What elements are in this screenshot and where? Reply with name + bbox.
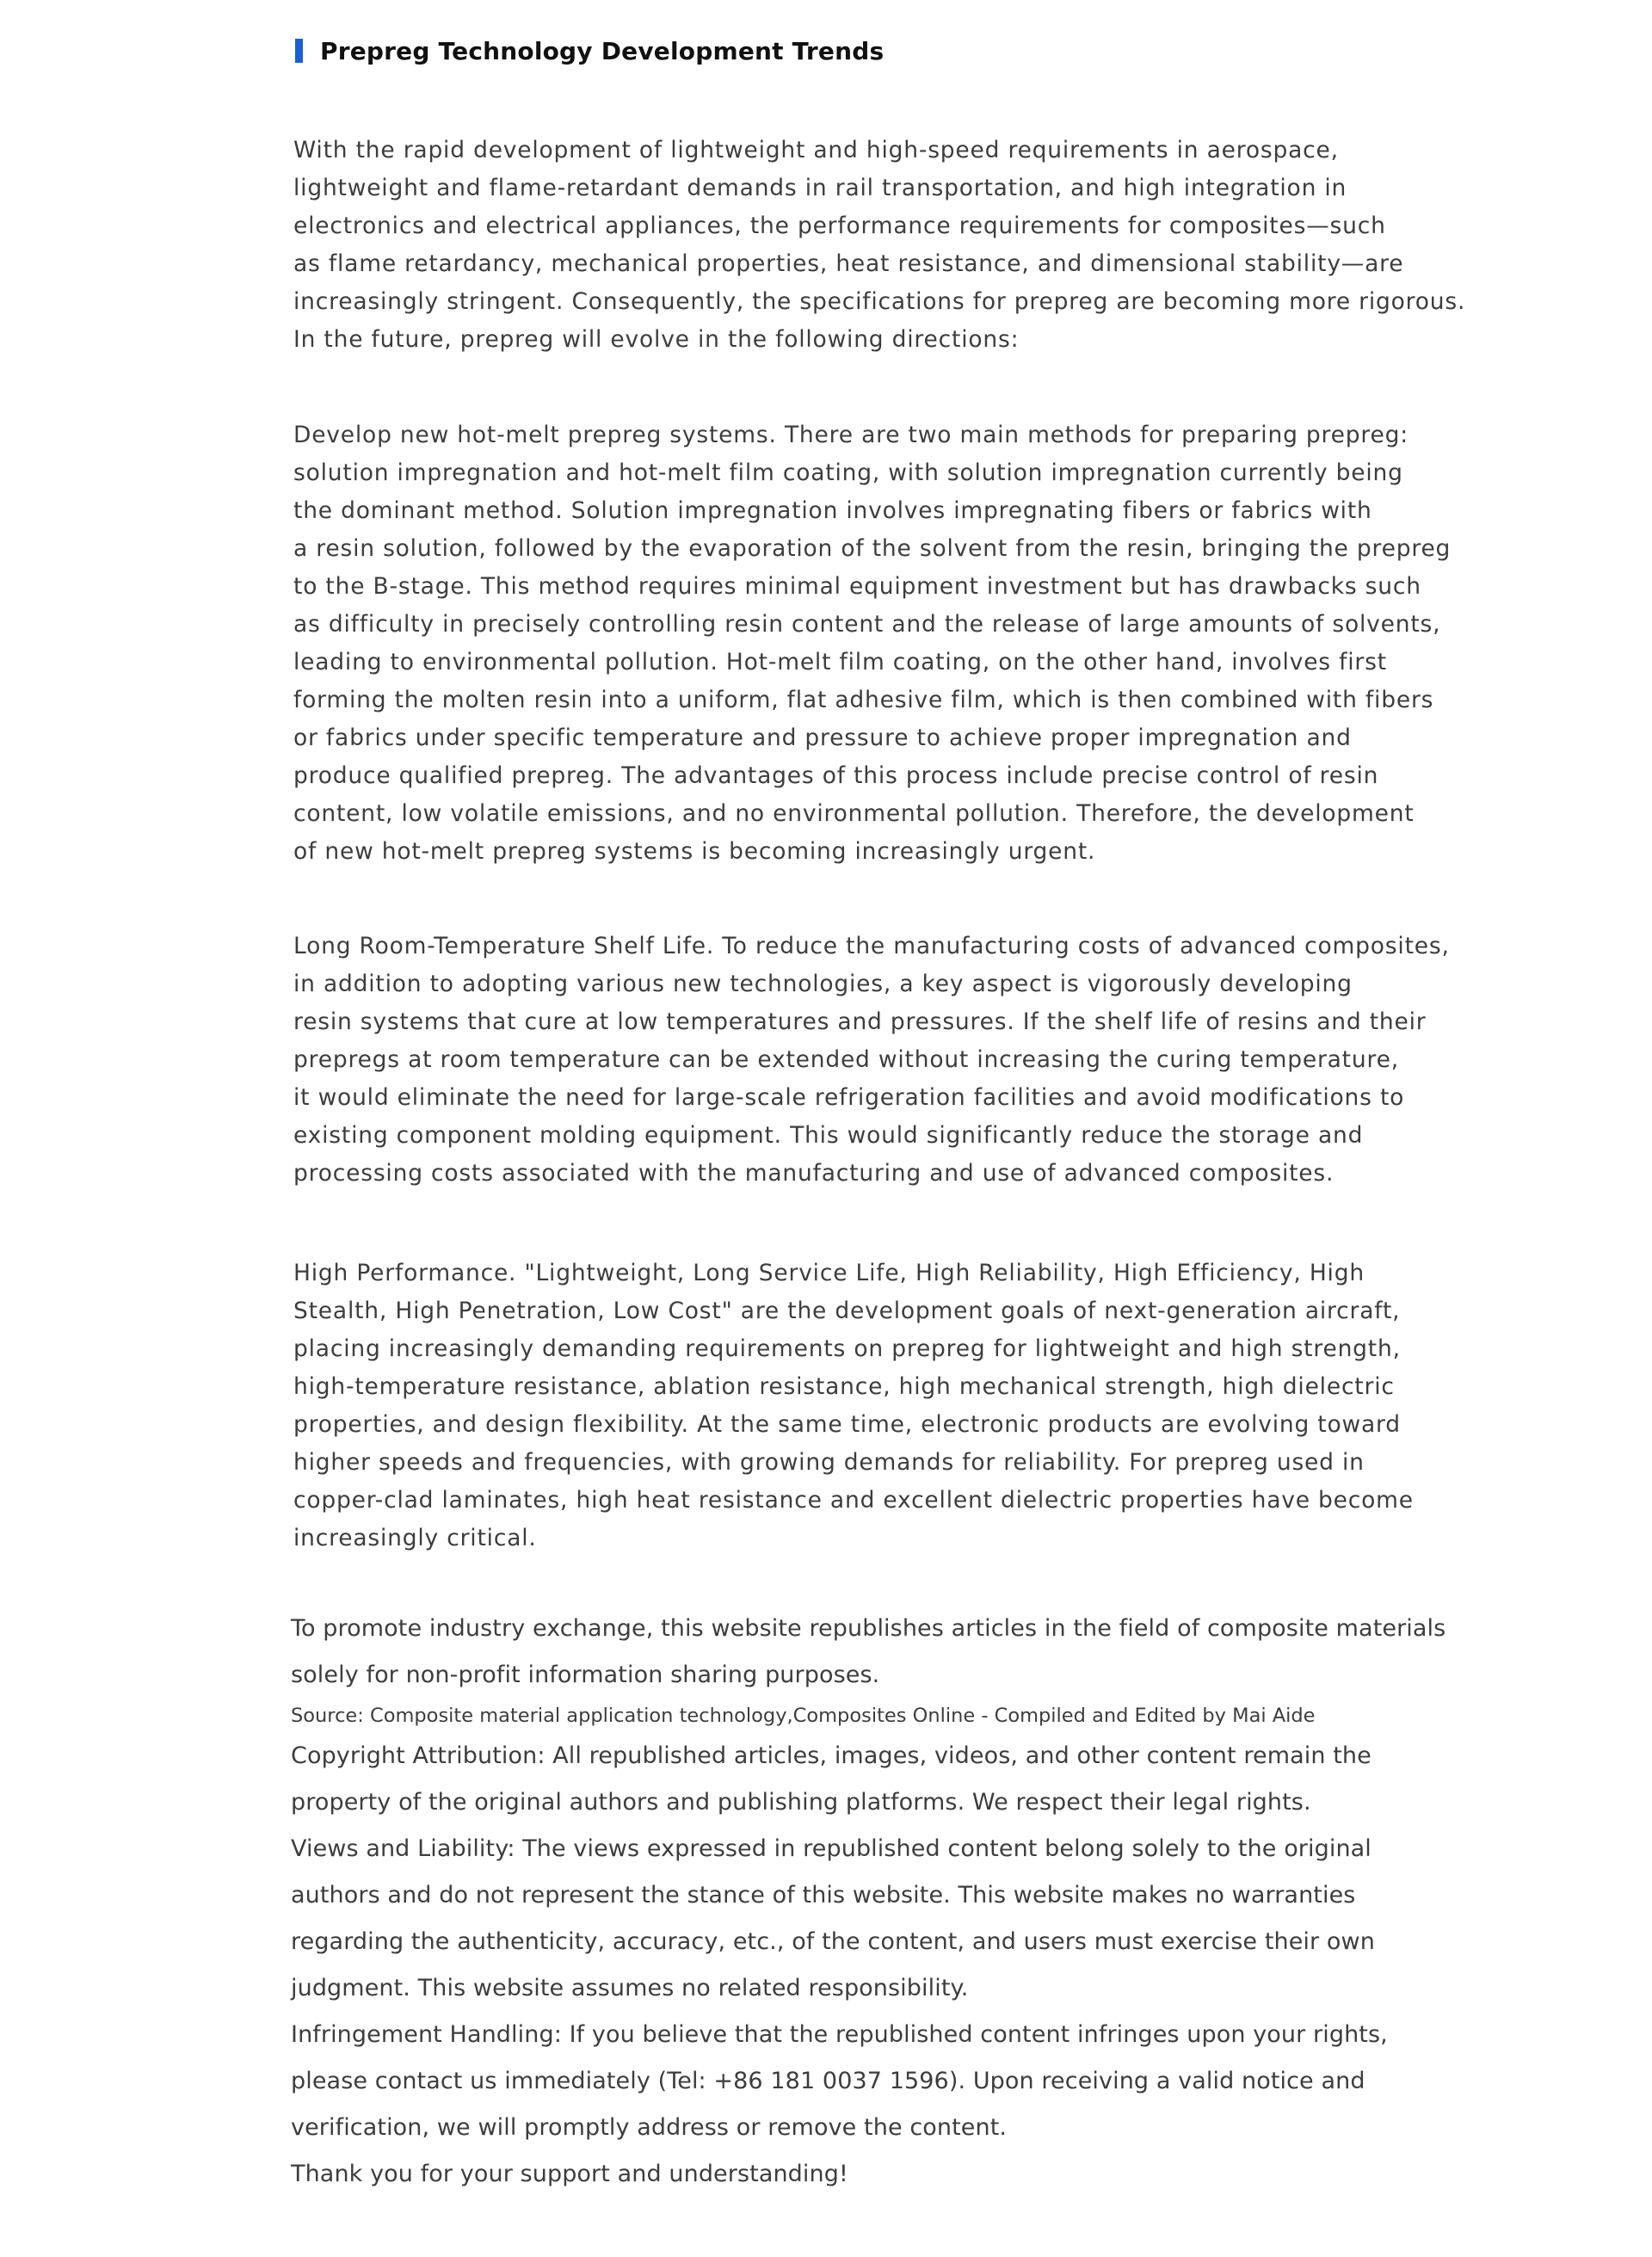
notice-line: solely for non-profit information sharing purposes.	[291, 1662, 880, 1688]
paragraph-line: prepregs at room temperature can be extended without increasing the curing temperature,	[293, 1046, 1399, 1073]
paragraph-line: to the B-stage. This method requires minimal equipment investment but has drawbacks such	[293, 573, 1421, 600]
copyright-line: Copyright Attribution: All republished articles, images, videos, and other content remain the	[291, 1742, 1372, 1769]
paragraph-hot-melt	[293, 416, 1464, 871]
paragraph-line: solution impregnation and hot-melt film coating, with solution impregnation currently being	[293, 459, 1403, 486]
paragraph-line: high-temperature resistance, ablation resistance, high mechanical strength, high dielectric	[293, 1373, 1395, 1400]
paragraph-line: existing component molding equipment. This would significantly reduce the storage and	[293, 1122, 1364, 1149]
page-title: Prepreg Technology Development Trends	[320, 36, 885, 65]
paragraph-line: leading to environmental pollution. Hot-melt film coating, on the other hand, involves first	[293, 649, 1387, 675]
paragraph-intro	[293, 132, 1464, 359]
infringement-line: verification, we will promptly address or remove the content.	[291, 2114, 1008, 2141]
liability-line: Views and Liability: The views expressed in republished content belong solely to the original	[291, 1835, 1372, 1862]
liability-line: regarding the authenticity, accuracy, etc., of the content, and users must exercise their own	[291, 1928, 1375, 1955]
paragraph-line: lightweight and flame-retardant demands in rail transportation, and high integration in	[293, 175, 1347, 201]
paragraph-line: placing increasingly demanding requirements on prepreg for lightweight and high strength,	[293, 1335, 1401, 1362]
heading-accent-bar	[295, 39, 303, 63]
liability-line: judgment. This website assumes no related responsibility.	[291, 1975, 969, 2001]
paragraph-line: electronics and electrical appliances, the performance requirements for composites—such	[293, 213, 1386, 239]
paragraph-line: the dominant method. Solution impregnation involves impregnating fibers or fabrics with	[293, 497, 1372, 524]
infringement-line: Infringement Handling: If you believe that the republished content infringes upon your rights,	[291, 2021, 1388, 2048]
paragraph-line: copper-clad laminates, high heat resistance and excellent dielectric properties have become	[293, 1487, 1414, 1514]
infringement-line: please contact us immediately (Tel: +86 181 0037 1596). Upon receiving a valid notice and	[291, 2068, 1365, 2094]
paragraph-line: High Performance. "Lightweight, Long Service Life, High Reliability, High Efficiency, High	[293, 1260, 1365, 1286]
paragraph-line: it would eliminate the need for large-scale refrigeration facilities and avoid modifications to	[293, 1084, 1405, 1111]
paragraph-line: increasingly stringent. Consequently, the specifications for prepreg are becoming more rigorous.	[293, 288, 1466, 315]
paragraph-line: or fabrics under specific temperature and pressure to achieve proper impregnation and	[293, 725, 1352, 751]
copyright-line: property of the original authors and publishing platforms. We respect their legal rights.	[291, 1789, 1311, 1816]
republish-disclaimer	[291, 1606, 1461, 2198]
paragraph-line: In the future, prepreg will evolve in the following directions:	[293, 326, 1020, 353]
paragraph-line: increasingly critical.	[293, 1525, 537, 1551]
paragraph-line: of new hot-melt prepreg systems is becoming increasingly urgent.	[293, 838, 1096, 865]
paragraph-high-performance	[293, 1255, 1464, 1557]
paragraph-line: as difficulty in precisely controlling resin content and the release of large amounts of solvents,	[293, 611, 1441, 638]
paragraph-line: With the rapid development of lightweight and high-speed requirements in aerospace,	[293, 137, 1339, 163]
source-attribution: Source: Composite material application technology,Composites Online - Compiled and Edited by Mai Aide	[291, 1705, 1316, 1727]
paragraph-line: Develop new hot-melt prepreg systems. There are two main methods for preparing prepreg:	[293, 422, 1409, 448]
section-heading	[295, 34, 884, 67]
paragraph-line: content, low volatile emissions, and no environmental pollution. Therefore, the development	[293, 800, 1415, 827]
liability-line: authors and do not represent the stance of this website. This website makes no warranties	[291, 1882, 1356, 1909]
paragraph-line: resin systems that cure at low temperatures and pressures. If the shelf life of resins and their	[293, 1008, 1427, 1035]
paragraph-line: Long Room-Temperature Shelf Life. To reduce the manufacturing costs of advanced composites,	[293, 933, 1450, 959]
notice-line: To promote industry exchange, this website republishes articles in the field of composite materials	[291, 1615, 1446, 1642]
paragraph-line: a resin solution, followed by the evaporation of the solvent from the resin, bringing the prepreg	[293, 535, 1452, 562]
paragraph-line: as flame retardancy, mechanical properties, heat resistance, and dimensional stability—are	[293, 250, 1404, 277]
paragraph-line: in addition to adopting various new technologies, a key aspect is vigorously developing	[293, 971, 1353, 997]
paragraph-line: higher speeds and frequencies, with growing demands for reliability. For prepreg used in	[293, 1449, 1365, 1476]
paragraph-line: forming the molten resin into a uniform, flat adhesive film, which is then combined with fibers	[293, 687, 1434, 713]
paragraph-line: properties, and design flexibility. At the same time, electronic products are evolving toward	[293, 1411, 1401, 1438]
paragraph-shelf-life	[293, 928, 1464, 1193]
paragraph-line: processing costs associated with the manufacturing and use of advanced composites.	[293, 1160, 1335, 1187]
paragraph-line: Stealth, High Penetration, Low Cost" are the development goals of next-generation aircraft,	[293, 1298, 1401, 1324]
thanks-line: Thank you for your support and understanding!	[291, 2161, 848, 2187]
paragraph-line: produce qualified prepreg. The advantages of this process include precise control of resin	[293, 762, 1379, 789]
